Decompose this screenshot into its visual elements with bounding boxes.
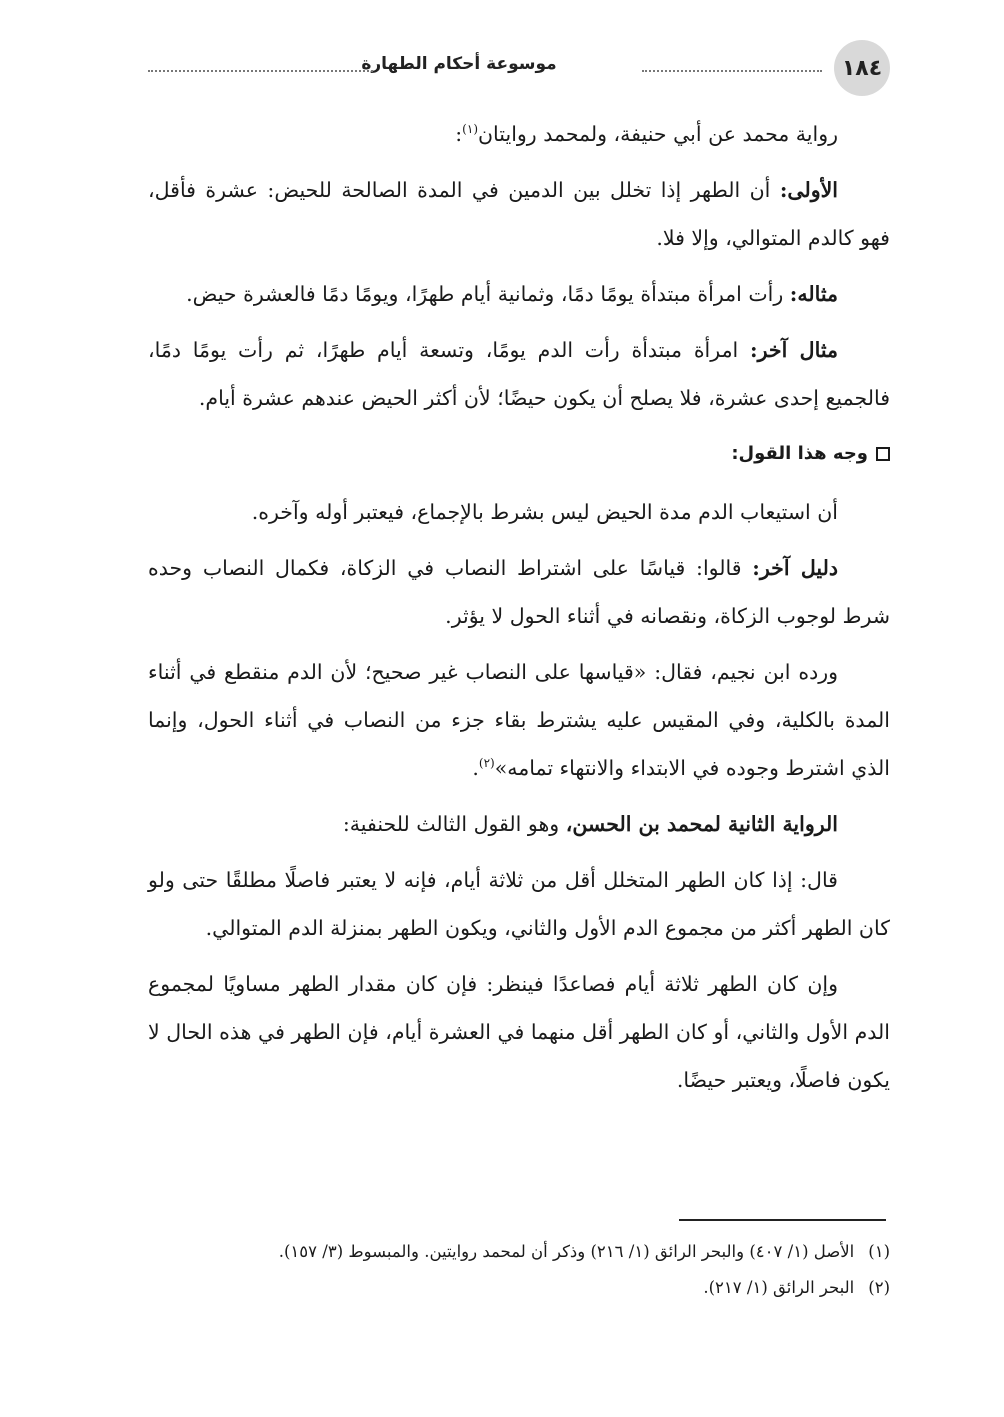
footnote-ref: (٢) — [478, 756, 495, 771]
paragraph — [148, 856, 890, 952]
paragraph-text: رواية محمد عن أبي حنيفة، ولمحمد روايتان — [478, 122, 838, 146]
paragraph-text: رأت امرأة مبتدأة يومًا دمًا، وثمانية أيام طهرًا، ويومًا دمًا فالعشرة حيض. — [186, 282, 790, 306]
paragraph-lead: مثال آخر: — [750, 338, 838, 362]
footnote-number: (٢) — [868, 1278, 890, 1297]
section-heading — [148, 430, 890, 478]
punctuation: . — [472, 756, 479, 780]
paragraph-text: أن استيعاب الدم مدة الحيض ليس بشرط بالإجماع، فيعتبر أوله وآخره. — [251, 500, 838, 524]
footnote-text: البحر الرائق (١/ ٢١٧). — [703, 1278, 855, 1297]
paragraph-text: وهو القول الثالث للحنفية: — [342, 812, 566, 836]
page-header — [148, 40, 890, 96]
paragraph — [148, 648, 890, 792]
footnote — [148, 1234, 890, 1270]
paragraph — [148, 800, 890, 848]
paragraph — [148, 544, 890, 640]
running-title: موسوعة أحكام الطهارة — [361, 54, 557, 74]
punctuation: : — [455, 122, 463, 146]
footnote-separator — [679, 1219, 886, 1221]
footnote-number: (١) — [868, 1242, 890, 1261]
paragraph-lead: الرواية الثانية لمحمد بن الحسن، — [565, 812, 838, 836]
paragraph-text: ورده ابن نجيم، فقال: «قياسها على النصاب غير صحيح؛ لأن الدم منقطع في أثناء المدة بالكلية، وفي المقيس عليه يشترط بقاء جزء من النصاب في أثناء الحول، وإنما الذي اشترط وجوده في الابتداء والانتهاء تمامه» — [148, 660, 890, 780]
main-text — [148, 110, 890, 1112]
paragraph-text: امرأة مبتدأة رأت الدم يومًا، وتسعة أيام طهرًا، ثم رأت يومًا دمًا، فالجميع إحدى عشرة، فلا يصلح أن يكون حيضًا؛ لأن أكثر الحيض عندهم عشرة أيام. — [148, 338, 890, 410]
paragraph-text: وإن كان الطهر ثلاثة أيام فصاعدًا فينظر: فإن كان مقدار الطهر مساويًا لمجموع الدم الأول والثاني، أو كان الطهر أقل منهما في العشرة أيام، فإن الطهر في هذه الحال لا يكون فاصلًا، ويعتبر حيضًا. — [148, 972, 890, 1092]
footnotes — [148, 1234, 890, 1306]
footnote-ref: (١) — [462, 122, 478, 137]
paragraph — [148, 326, 890, 422]
header-dotted-rule — [148, 70, 373, 72]
paragraph — [148, 110, 890, 158]
paragraph-text: قال: إذا كان الطهر المتخلل أقل من ثلاثة أيام، فإنه لا يعتبر فاصلًا مطلقًا حتى ولو كان الطهر أكثر من مجموع الدم الأول والثاني، ويكون الطهر بمنزلة الدم المتوالي. — [148, 868, 890, 940]
page-number: ١٨٤ — [834, 40, 890, 96]
paragraph-lead: مثاله: — [789, 282, 838, 306]
paragraph — [148, 960, 890, 1104]
paragraph-text: أن الطهر إذا تخلل بين الدمين في المدة الصالحة للحيض: عشرة فأقل، فهو كالدم المتوالي، وإلا فلا. — [148, 178, 890, 250]
checkbox-square-icon — [876, 447, 890, 461]
paragraph — [148, 166, 890, 262]
section-heading-text: وجه هذا القول: — [731, 443, 868, 464]
paragraph — [148, 488, 890, 536]
paragraph-text: قالوا: قياسًا على اشتراط النصاب في الزكاة، فكمال النصاب وحده شرط لوجوب الزكاة، ونقصانه في أثناء الحول لا يؤثر. — [148, 556, 890, 628]
footnote-text: الأصل (١/ ٤٠٧) والبحر الرائق (١/ ٢١٦) وذكر أن لمحمد روايتين. والمبسوط (٣/ ١٥٧). — [278, 1242, 855, 1261]
paragraph-lead: دليل آخر: — [752, 556, 838, 580]
paragraph-lead: الأولى: — [779, 178, 838, 202]
paragraph — [148, 270, 890, 318]
footnote — [148, 1270, 890, 1306]
